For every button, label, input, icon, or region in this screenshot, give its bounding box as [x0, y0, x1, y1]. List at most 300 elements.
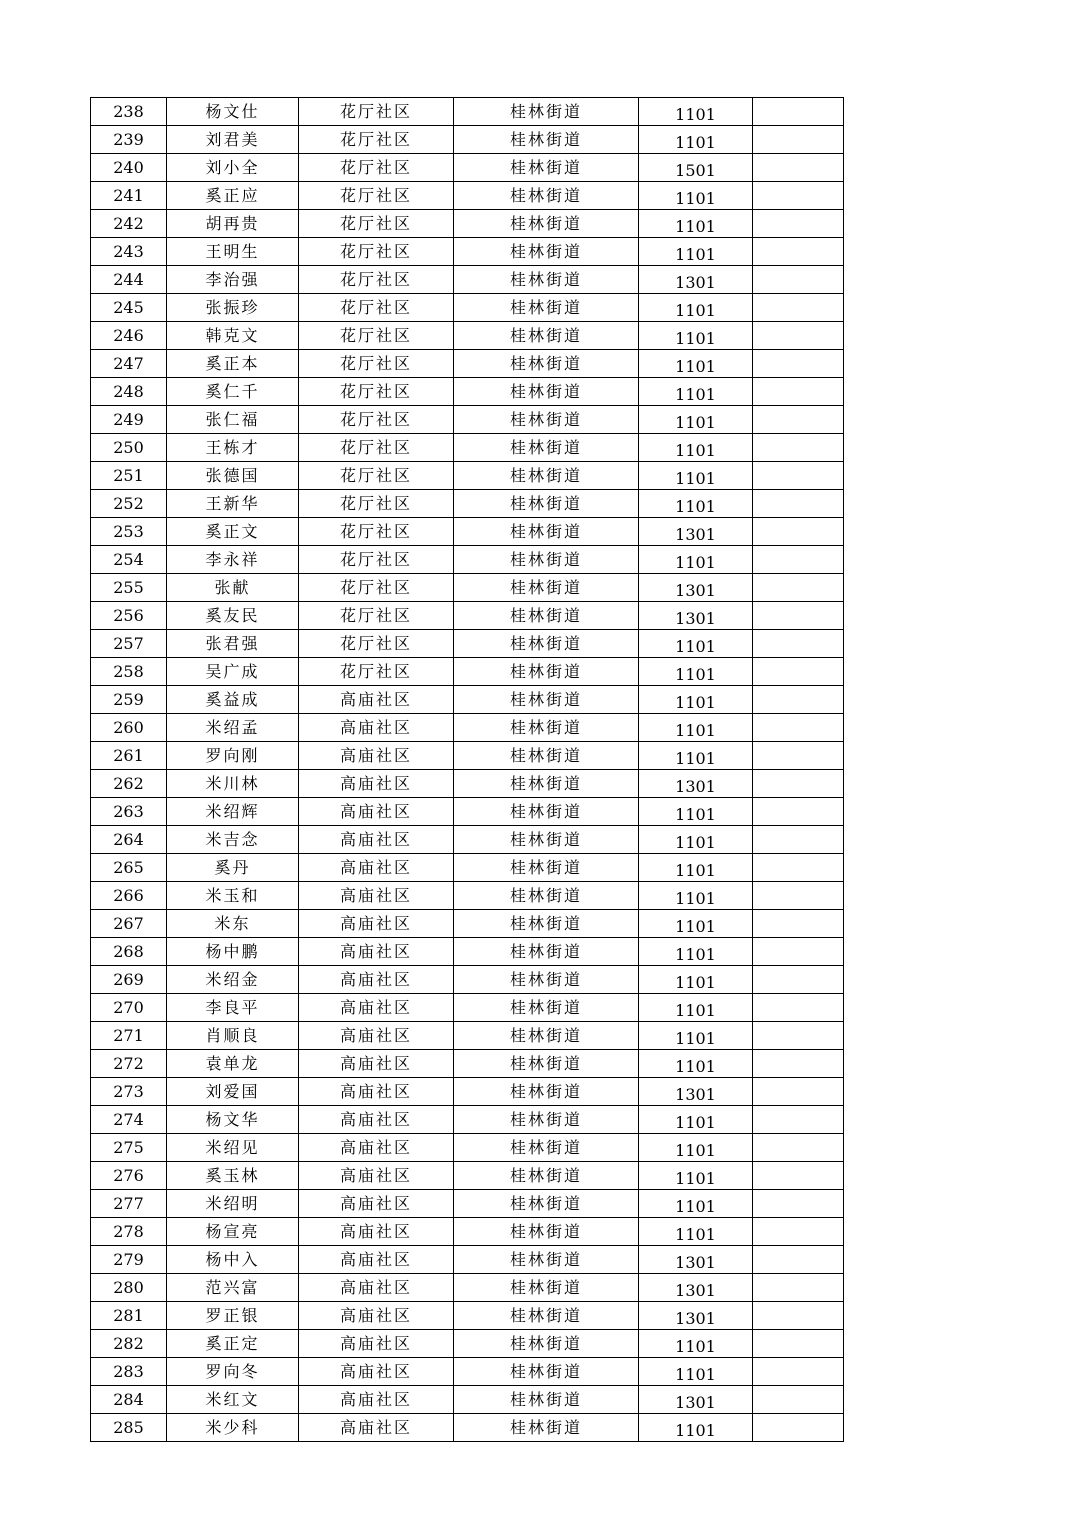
blank-cell [753, 322, 844, 350]
table-row [91, 574, 844, 602]
row-number-cell: 268 [91, 938, 167, 966]
street-cell: 桂林街道 [454, 1246, 639, 1274]
community-cell: 高庙社区 [299, 1190, 454, 1218]
table-row [91, 686, 844, 714]
street-cell: 桂林街道 [454, 630, 639, 658]
row-number-cell: 272 [91, 1050, 167, 1078]
row-number-cell: 277 [91, 1190, 167, 1218]
community-cell: 花厅社区 [299, 98, 454, 126]
community-cell: 花厅社区 [299, 658, 454, 686]
row-number-cell: 273 [91, 1078, 167, 1106]
table-row [91, 1414, 844, 1442]
street-cell: 桂林街道 [454, 658, 639, 686]
code-cell: 1301 [639, 574, 753, 602]
blank-cell [753, 686, 844, 714]
row-number-cell: 283 [91, 1358, 167, 1386]
row-number-cell: 269 [91, 966, 167, 994]
street-cell: 桂林街道 [454, 882, 639, 910]
community-cell: 花厅社区 [299, 518, 454, 546]
code-cell: 1501 [639, 154, 753, 182]
community-cell: 高庙社区 [299, 994, 454, 1022]
table-row [91, 210, 844, 238]
blank-cell [753, 154, 844, 182]
person-name-cell: 奚丹 [167, 854, 299, 882]
street-cell: 桂林街道 [454, 490, 639, 518]
code-cell: 1101 [639, 1022, 753, 1050]
code-cell: 1101 [639, 714, 753, 742]
row-number-cell: 246 [91, 322, 167, 350]
street-cell: 桂林街道 [454, 714, 639, 742]
street-cell: 桂林街道 [454, 154, 639, 182]
street-cell: 桂林街道 [454, 322, 639, 350]
row-number-cell: 279 [91, 1246, 167, 1274]
table-row [91, 126, 844, 154]
code-cell: 1101 [639, 910, 753, 938]
row-number-cell: 270 [91, 994, 167, 1022]
community-cell: 高庙社区 [299, 742, 454, 770]
street-cell: 桂林街道 [454, 1302, 639, 1330]
community-cell: 花厅社区 [299, 154, 454, 182]
person-name-cell: 张君强 [167, 630, 299, 658]
blank-cell [753, 798, 844, 826]
community-cell: 高庙社区 [299, 798, 454, 826]
street-cell: 桂林街道 [454, 1190, 639, 1218]
person-name-cell: 米绍明 [167, 1190, 299, 1218]
person-name-cell: 王新华 [167, 490, 299, 518]
community-cell: 花厅社区 [299, 574, 454, 602]
person-name-cell: 奚益成 [167, 686, 299, 714]
blank-cell [753, 602, 844, 630]
community-cell: 高庙社区 [299, 770, 454, 798]
code-cell: 1101 [639, 826, 753, 854]
community-cell: 花厅社区 [299, 462, 454, 490]
table-row [91, 1022, 844, 1050]
street-cell: 桂林街道 [454, 1358, 639, 1386]
table-row [91, 1246, 844, 1274]
person-name-cell: 米红文 [167, 1386, 299, 1414]
table-row [91, 378, 844, 406]
street-cell: 桂林街道 [454, 966, 639, 994]
blank-cell [753, 490, 844, 518]
row-number-cell: 253 [91, 518, 167, 546]
row-number-cell: 285 [91, 1414, 167, 1442]
table-row [91, 266, 844, 294]
street-cell: 桂林街道 [454, 826, 639, 854]
community-cell: 高庙社区 [299, 714, 454, 742]
row-number-cell: 238 [91, 98, 167, 126]
row-number-cell: 274 [91, 1106, 167, 1134]
person-name-cell: 肖顺良 [167, 1022, 299, 1050]
code-cell: 1101 [639, 994, 753, 1022]
code-cell: 1101 [639, 126, 753, 154]
person-name-cell: 王栋才 [167, 434, 299, 462]
blank-cell [753, 406, 844, 434]
code-cell: 1101 [639, 1106, 753, 1134]
community-cell: 高庙社区 [299, 1386, 454, 1414]
row-number-cell: 245 [91, 294, 167, 322]
table-row [91, 910, 844, 938]
person-name-cell: 米川林 [167, 770, 299, 798]
table-row [91, 1218, 844, 1246]
blank-cell [753, 910, 844, 938]
community-cell: 花厅社区 [299, 322, 454, 350]
community-cell: 高庙社区 [299, 938, 454, 966]
person-name-cell: 刘小全 [167, 154, 299, 182]
row-number-cell: 247 [91, 350, 167, 378]
blank-cell [753, 1022, 844, 1050]
community-cell: 花厅社区 [299, 602, 454, 630]
street-cell: 桂林街道 [454, 350, 639, 378]
table-row [91, 546, 844, 574]
blank-cell [753, 1106, 844, 1134]
code-cell: 1101 [639, 378, 753, 406]
blank-cell [753, 658, 844, 686]
community-cell: 高庙社区 [299, 1330, 454, 1358]
table-row [91, 966, 844, 994]
blank-cell [753, 826, 844, 854]
street-cell: 桂林街道 [454, 238, 639, 266]
code-cell: 1101 [639, 1050, 753, 1078]
community-cell: 花厅社区 [299, 406, 454, 434]
blank-cell [753, 182, 844, 210]
street-cell: 桂林街道 [454, 770, 639, 798]
person-name-cell: 胡再贵 [167, 210, 299, 238]
table-row [91, 938, 844, 966]
table-row [91, 1078, 844, 1106]
table-row [91, 602, 844, 630]
street-cell: 桂林街道 [454, 126, 639, 154]
street-cell: 桂林街道 [454, 854, 639, 882]
table-row [91, 770, 844, 798]
community-cell: 花厅社区 [299, 350, 454, 378]
person-name-cell: 张献 [167, 574, 299, 602]
table-row [91, 630, 844, 658]
community-cell: 高庙社区 [299, 882, 454, 910]
street-cell: 桂林街道 [454, 1386, 639, 1414]
person-name-cell: 李良平 [167, 994, 299, 1022]
community-cell: 高庙社区 [299, 1246, 454, 1274]
person-name-cell: 杨宣亮 [167, 1218, 299, 1246]
street-cell: 桂林街道 [454, 1414, 639, 1442]
blank-cell [753, 126, 844, 154]
blank-cell [753, 378, 844, 406]
code-cell: 1101 [639, 854, 753, 882]
code-cell: 1101 [639, 1330, 753, 1358]
code-cell: 1101 [639, 686, 753, 714]
roster-table-body [91, 98, 844, 1442]
community-cell: 高庙社区 [299, 1022, 454, 1050]
table-row [91, 350, 844, 378]
code-cell: 1101 [639, 742, 753, 770]
community-cell: 花厅社区 [299, 490, 454, 518]
blank-cell [753, 350, 844, 378]
table-row [91, 658, 844, 686]
row-number-cell: 275 [91, 1134, 167, 1162]
table-row [91, 1386, 844, 1414]
person-name-cell: 罗正银 [167, 1302, 299, 1330]
street-cell: 桂林街道 [454, 602, 639, 630]
street-cell: 桂林街道 [454, 798, 639, 826]
blank-cell [753, 294, 844, 322]
blank-cell [753, 938, 844, 966]
street-cell: 桂林街道 [454, 1022, 639, 1050]
street-cell: 桂林街道 [454, 182, 639, 210]
code-cell: 1301 [639, 1302, 753, 1330]
row-number-cell: 260 [91, 714, 167, 742]
community-cell: 高庙社区 [299, 1218, 454, 1246]
blank-cell [753, 574, 844, 602]
code-cell: 1301 [639, 266, 753, 294]
table-row [91, 1190, 844, 1218]
table-row [91, 714, 844, 742]
table-row [91, 742, 844, 770]
table-row [91, 1106, 844, 1134]
table-row [91, 406, 844, 434]
person-name-cell: 米少科 [167, 1414, 299, 1442]
row-number-cell: 244 [91, 266, 167, 294]
community-cell: 花厅社区 [299, 630, 454, 658]
blank-cell [753, 266, 844, 294]
code-cell: 1101 [639, 1162, 753, 1190]
street-cell: 桂林街道 [454, 294, 639, 322]
community-cell: 高庙社区 [299, 854, 454, 882]
table-row [91, 182, 844, 210]
blank-cell [753, 630, 844, 658]
code-cell: 1301 [639, 1274, 753, 1302]
blank-cell [753, 1162, 844, 1190]
code-cell: 1101 [639, 546, 753, 574]
code-cell: 1301 [639, 770, 753, 798]
code-cell: 1301 [639, 1078, 753, 1106]
code-cell: 1101 [639, 1358, 753, 1386]
row-number-cell: 271 [91, 1022, 167, 1050]
person-name-cell: 奚友民 [167, 602, 299, 630]
community-cell: 高庙社区 [299, 966, 454, 994]
row-number-cell: 250 [91, 434, 167, 462]
street-cell: 桂林街道 [454, 1106, 639, 1134]
table-row [91, 322, 844, 350]
table-row [91, 1274, 844, 1302]
street-cell: 桂林街道 [454, 546, 639, 574]
blank-cell [753, 462, 844, 490]
blank-cell [753, 882, 844, 910]
code-cell: 1101 [639, 1218, 753, 1246]
person-name-cell: 米绍孟 [167, 714, 299, 742]
row-number-cell: 239 [91, 126, 167, 154]
table-row [91, 798, 844, 826]
table-row [91, 434, 844, 462]
table-row [91, 1358, 844, 1386]
community-cell: 高庙社区 [299, 1302, 454, 1330]
row-number-cell: 259 [91, 686, 167, 714]
row-number-cell: 248 [91, 378, 167, 406]
row-number-cell: 282 [91, 1330, 167, 1358]
blank-cell [753, 1302, 844, 1330]
community-cell: 花厅社区 [299, 266, 454, 294]
street-cell: 桂林街道 [454, 1134, 639, 1162]
person-name-cell: 李治强 [167, 266, 299, 294]
code-cell: 1101 [639, 182, 753, 210]
person-name-cell: 刘君美 [167, 126, 299, 154]
person-name-cell: 奚玉林 [167, 1162, 299, 1190]
code-cell: 1101 [639, 350, 753, 378]
blank-cell [753, 1190, 844, 1218]
person-name-cell: 杨中鹏 [167, 938, 299, 966]
community-cell: 花厅社区 [299, 378, 454, 406]
community-cell: 高庙社区 [299, 1134, 454, 1162]
community-cell: 花厅社区 [299, 238, 454, 266]
code-cell: 1101 [639, 322, 753, 350]
row-number-cell: 243 [91, 238, 167, 266]
person-name-cell: 杨文仕 [167, 98, 299, 126]
street-cell: 桂林街道 [454, 1162, 639, 1190]
row-number-cell: 257 [91, 630, 167, 658]
street-cell: 桂林街道 [454, 1274, 639, 1302]
code-cell: 1101 [639, 938, 753, 966]
blank-cell [753, 1386, 844, 1414]
table-row [91, 854, 844, 882]
code-cell: 1101 [639, 1134, 753, 1162]
table-row [91, 518, 844, 546]
row-number-cell: 242 [91, 210, 167, 238]
blank-cell [753, 238, 844, 266]
row-number-cell: 262 [91, 770, 167, 798]
code-cell: 1301 [639, 1246, 753, 1274]
street-cell: 桂林街道 [454, 574, 639, 602]
code-cell: 1101 [639, 434, 753, 462]
street-cell: 桂林街道 [454, 378, 639, 406]
row-number-cell: 266 [91, 882, 167, 910]
row-number-cell: 254 [91, 546, 167, 574]
community-cell: 花厅社区 [299, 126, 454, 154]
code-cell: 1101 [639, 658, 753, 686]
row-number-cell: 252 [91, 490, 167, 518]
row-number-cell: 240 [91, 154, 167, 182]
blank-cell [753, 210, 844, 238]
code-cell: 1101 [639, 490, 753, 518]
row-number-cell: 284 [91, 1386, 167, 1414]
row-number-cell: 258 [91, 658, 167, 686]
blank-cell [753, 1358, 844, 1386]
row-number-cell: 256 [91, 602, 167, 630]
person-name-cell: 罗向冬 [167, 1358, 299, 1386]
street-cell: 桂林街道 [454, 1078, 639, 1106]
code-cell: 1101 [639, 294, 753, 322]
street-cell: 桂林街道 [454, 994, 639, 1022]
table-row [91, 994, 844, 1022]
table-row [91, 1330, 844, 1358]
street-cell: 桂林街道 [454, 938, 639, 966]
row-number-cell: 249 [91, 406, 167, 434]
table-row [91, 882, 844, 910]
code-cell: 1101 [639, 882, 753, 910]
table-row [91, 826, 844, 854]
street-cell: 桂林街道 [454, 910, 639, 938]
row-number-cell: 267 [91, 910, 167, 938]
person-name-cell: 王明生 [167, 238, 299, 266]
blank-cell [753, 98, 844, 126]
row-number-cell: 280 [91, 1274, 167, 1302]
person-name-cell: 张仁福 [167, 406, 299, 434]
blank-cell [753, 1134, 844, 1162]
code-cell: 1101 [639, 630, 753, 658]
row-number-cell: 265 [91, 854, 167, 882]
person-name-cell: 米玉和 [167, 882, 299, 910]
code-cell: 1101 [639, 462, 753, 490]
blank-cell [753, 1274, 844, 1302]
person-name-cell: 杨中入 [167, 1246, 299, 1274]
table-row [91, 1162, 844, 1190]
person-name-cell: 奚正本 [167, 350, 299, 378]
community-cell: 高庙社区 [299, 1050, 454, 1078]
street-cell: 桂林街道 [454, 98, 639, 126]
person-name-cell: 杨文华 [167, 1106, 299, 1134]
community-cell: 花厅社区 [299, 182, 454, 210]
street-cell: 桂林街道 [454, 1050, 639, 1078]
person-name-cell: 米绍辉 [167, 798, 299, 826]
blank-cell [753, 966, 844, 994]
table-row [91, 238, 844, 266]
community-cell: 花厅社区 [299, 434, 454, 462]
person-name-cell: 李永祥 [167, 546, 299, 574]
blank-cell [753, 434, 844, 462]
code-cell: 1101 [639, 406, 753, 434]
row-number-cell: 278 [91, 1218, 167, 1246]
row-number-cell: 241 [91, 182, 167, 210]
blank-cell [753, 714, 844, 742]
code-cell: 1101 [639, 1190, 753, 1218]
community-cell: 高庙社区 [299, 1358, 454, 1386]
blank-cell [753, 1078, 844, 1106]
person-name-cell: 米绍金 [167, 966, 299, 994]
person-name-cell: 韩克文 [167, 322, 299, 350]
table-row [91, 154, 844, 182]
row-number-cell: 263 [91, 798, 167, 826]
person-name-cell: 袁单龙 [167, 1050, 299, 1078]
code-cell: 1101 [639, 98, 753, 126]
roster-table [90, 97, 844, 1442]
code-cell: 1101 [639, 210, 753, 238]
table-row [91, 1050, 844, 1078]
person-name-cell: 张德国 [167, 462, 299, 490]
code-cell: 1301 [639, 1386, 753, 1414]
person-name-cell: 吴广成 [167, 658, 299, 686]
person-name-cell: 奚正文 [167, 518, 299, 546]
person-name-cell: 米绍见 [167, 1134, 299, 1162]
table-row [91, 98, 844, 126]
street-cell: 桂林街道 [454, 742, 639, 770]
blank-cell [753, 1246, 844, 1274]
street-cell: 桂林街道 [454, 686, 639, 714]
community-cell: 花厅社区 [299, 546, 454, 574]
person-name-cell: 米吉念 [167, 826, 299, 854]
street-cell: 桂林街道 [454, 462, 639, 490]
code-cell: 1101 [639, 1414, 753, 1442]
code-cell: 1101 [639, 966, 753, 994]
blank-cell [753, 994, 844, 1022]
street-cell: 桂林街道 [454, 266, 639, 294]
community-cell: 花厅社区 [299, 294, 454, 322]
street-cell: 桂林街道 [454, 406, 639, 434]
blank-cell [753, 1218, 844, 1246]
blank-cell [753, 770, 844, 798]
person-name-cell: 奚正定 [167, 1330, 299, 1358]
community-cell: 高庙社区 [299, 826, 454, 854]
code-cell: 1301 [639, 518, 753, 546]
person-name-cell: 奚仁千 [167, 378, 299, 406]
community-cell: 高庙社区 [299, 1162, 454, 1190]
code-cell: 1301 [639, 602, 753, 630]
